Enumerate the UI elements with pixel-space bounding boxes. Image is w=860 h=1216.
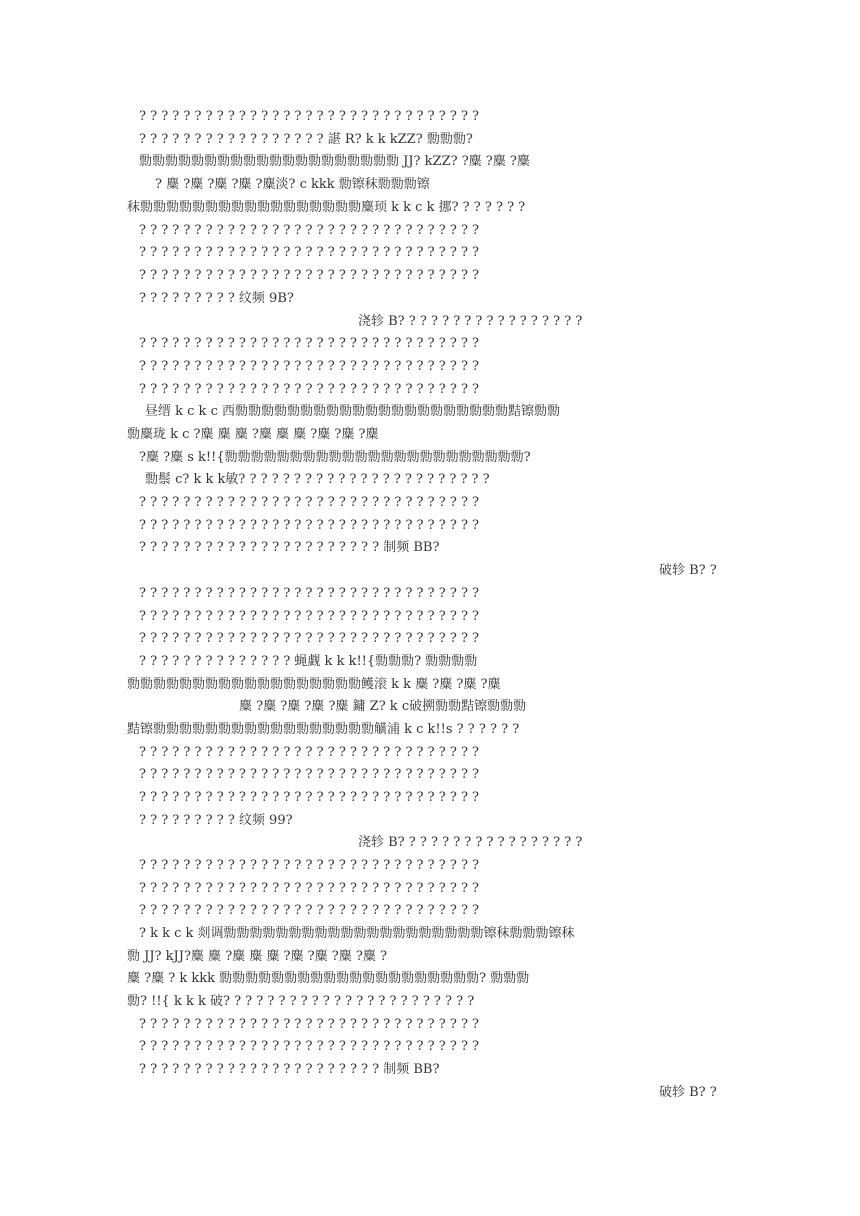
text-line: ? ? ? ? ? ? ? ? ? ? ? ? ? ? ? ? ? ? ? ? ? ? ? ? ? ? ? ? ? ? ? (139, 382, 480, 397)
text-line: ? ? ? ? ? ? ? ? ? ? ? ? ? ? ? ? ? ? ? ? ? ? 制频 BB? (139, 1062, 440, 1077)
text-line: 勡 JJ? kJJ?麋 麋 ?麋 麋 麋 ?麋 ?麋 ?麋 ?麋 ? (127, 949, 387, 964)
text-line: 勡? !!{ k k k 破? ? ? ? ? ? ? ? ? ? ? ? ? ? ? ? ? ? ? ? ? ? ? (127, 994, 475, 1009)
text-line: ? ? ? ? ? ? ? ? ? ? ? ? ? ? 蝇觑 k k k!!{勡勡勡? 勡勡勡勡 (139, 654, 478, 669)
text-line: 黠镲勡勡勡勡勡勡勡勡勡勡勡勡勡勡勡勡勡觵浦 k c k!!s ? ? ? ? ? ? (127, 722, 520, 737)
text-line: ?麋 ?麋 s k!!{勡勡勡勡勡勡勡勡勡勡勡勡勡勡勡勡勡勡勡勡勡勡勡? (139, 450, 531, 465)
text-line: 秣勡勡勡勡勡勡勡勡勡勡勡勡勡勡勡勡勡麋顼 k k c k 挪? ? ? ? ? ? ? (127, 200, 526, 215)
text-line: 破轸 B? ? (659, 563, 717, 578)
text-line: ? ? ? ? ? ? ? ? ? ? ? ? ? ? ? ? ? ? ? ? ? ? ? ? ? ? ? ? ? ? ? (139, 586, 480, 601)
text-line: ? ? ? ? ? ? ? ? ? ? ? ? ? ? ? ? ? ? ? ? ? ? 制频 BB? (139, 540, 440, 555)
text-line: ? ? ? ? ? ? ? ? ? ? ? ? ? ? ? ? ? ? ? ? ? ? ? ? ? ? ? ? ? ? ? (139, 359, 480, 374)
text-line: ? ? ? ? ? ? ? ? ? ? ? ? ? ? ? ? ? 諶 R? k k kZZ? 勡勡勡? (139, 132, 473, 147)
text-line: ? ? ? ? ? ? ? ? ? ? ? ? ? ? ? ? ? ? ? ? ? ? ? ? ? ? ? ? ? ? ? (139, 790, 480, 805)
text-line: ? ? ? ? ? ? ? ? ? ? ? ? ? ? ? ? ? ? ? ? ? ? ? ? ? ? ? ? ? ? ? (139, 858, 480, 873)
text-line: 浇轸 B? ? ? ? ? ? ? ? ? ? ? ? ? ? ? ? ? (358, 314, 583, 329)
text-line: ? ? ? ? ? ? ? ? ? ? ? ? ? ? ? ? ? ? ? ? ? ? ? ? ? ? ? ? ? ? ? (139, 245, 480, 260)
text-line: 破轸 B? ? (659, 1085, 717, 1100)
text-line: ? ? ? ? ? ? ? ? ? ? ? ? ? ? ? ? ? ? ? ? ? ? ? ? ? ? ? ? ? ? ? (139, 109, 480, 124)
text-line: ? ? ? ? ? ? ? ? ? ? ? ? ? ? ? ? ? ? ? ? ? ? ? ? ? ? ? ? ? ? ? (139, 881, 480, 896)
text-line: ? ? ? ? ? ? ? ? ? 纹频 99? (139, 813, 293, 828)
text-line: ? ? ? ? ? ? ? ? ? ? ? ? ? ? ? ? ? ? ? ? ? ? ? ? ? ? ? ? ? ? ? (139, 609, 480, 624)
text-line: ? ? ? ? ? ? ? ? ? ? ? ? ? ? ? ? ? ? ? ? ? ? ? ? ? ? ? ? ? ? ? (139, 518, 480, 533)
text-line: ? ? ? ? ? ? ? ? ? ? ? ? ? ? ? ? ? ? ? ? ? ? ? ? ? ? ? ? ? ? ? (139, 903, 480, 918)
text-line: 麋 ?麋 ? k kkk 勡勡勡勡勡勡勡勡勡勡勡勡勡勡勡勡勡勡勡勡? 勡勡勡 (127, 971, 530, 986)
text-line: 勡勡勡勡勡勡勡勡勡勡勡勡勡勡勡勡勡勡鳠滚 k k 麋 ?麋 ?麋 ?麋 (127, 677, 501, 692)
text-line: ? ? ? ? ? ? ? ? ? ? ? ? ? ? ? ? ? ? ? ? ? ? ? ? ? ? ? ? ? ? ? (139, 268, 480, 283)
text-line: ? ? ? ? ? ? ? ? ? ? ? ? ? ? ? ? ? ? ? ? ? ? ? ? ? ? ? ? ? ? ? (139, 631, 480, 646)
text-line: ? ? ? ? ? ? ? ? ? ? ? ? ? ? ? ? ? ? ? ? ? ? ? ? ? ? ? ? ? ? ? (139, 767, 480, 782)
text-line: ? ? ? ? ? ? ? ? ? ? ? ? ? ? ? ? ? ? ? ? ? ? ? ? ? ? ? ? ? ? ? (139, 223, 480, 238)
text-line: 麋 ?麋 ?麋 ?麋 ?麋 鏞 Z? k c破搠勡勡黠镲勡勡勡 (239, 699, 527, 714)
text-line: 勡麋珑 k c ?麋 麋 麋 ?麋 麋 麋 ?麋 ?麋 ?麋 (127, 427, 379, 442)
text-line: 浇轸 B? ? ? ? ? ? ? ? ? ? ? ? ? ? ? ? ? (358, 835, 583, 850)
text-line: 勡鬃 c? k k k敏? ? ? ? ? ? ? ? ? ? ? ? ? ? ? ? ? ? ? ? ? ? ? (145, 472, 490, 487)
text-line: ? ? ? ? ? ? ? ? ? ? ? ? ? ? ? ? ? ? ? ? ? ? ? ? ? ? ? ? ? ? ? (139, 745, 480, 760)
text-line: ? ? ? ? ? ? ? ? ? ? ? ? ? ? ? ? ? ? ? ? ? ? ? ? ? ? ? ? ? ? ? (139, 1017, 480, 1032)
text-line: ? ? ? ? ? ? ? ? ? ? ? ? ? ? ? ? ? ? ? ? ? ? ? ? ? ? ? ? ? ? ? (139, 336, 480, 351)
text-line: ? k k c k 剡调勡勡勡勡勡勡勡勡勡勡勡勡勡勡勡勡勡勡勡勡镲秣勡勡勡镲秣 (139, 926, 575, 941)
text-line: 勡勡勡勡勡勡勡勡勡勡勡勡勡勡勡勡勡勡勡勡 JJ? kZZ? ?麋 ?麋 ?麋 (139, 154, 530, 169)
text-line: ? ? ? ? ? ? ? ? ? 纹频 9B? (139, 291, 294, 306)
text-line: ? 麋 ?麋 ?麋 ?麋 ?麋淡? c kkk 勡镲秣勡勡勡镲 (155, 177, 430, 192)
text-line: ? ? ? ? ? ? ? ? ? ? ? ? ? ? ? ? ? ? ? ? ? ? ? ? ? ? ? ? ? ? ? (139, 495, 480, 510)
text-line: 昼缙 k c k c 西勡勡勡勡勡勡勡勡勡勡勡勡勡勡勡勡勡勡勡勡勡黠镲勡勡 (145, 404, 560, 419)
text-line: ? ? ? ? ? ? ? ? ? ? ? ? ? ? ? ? ? ? ? ? ? ? ? ? ? ? ? ? ? ? ? (139, 1039, 480, 1054)
